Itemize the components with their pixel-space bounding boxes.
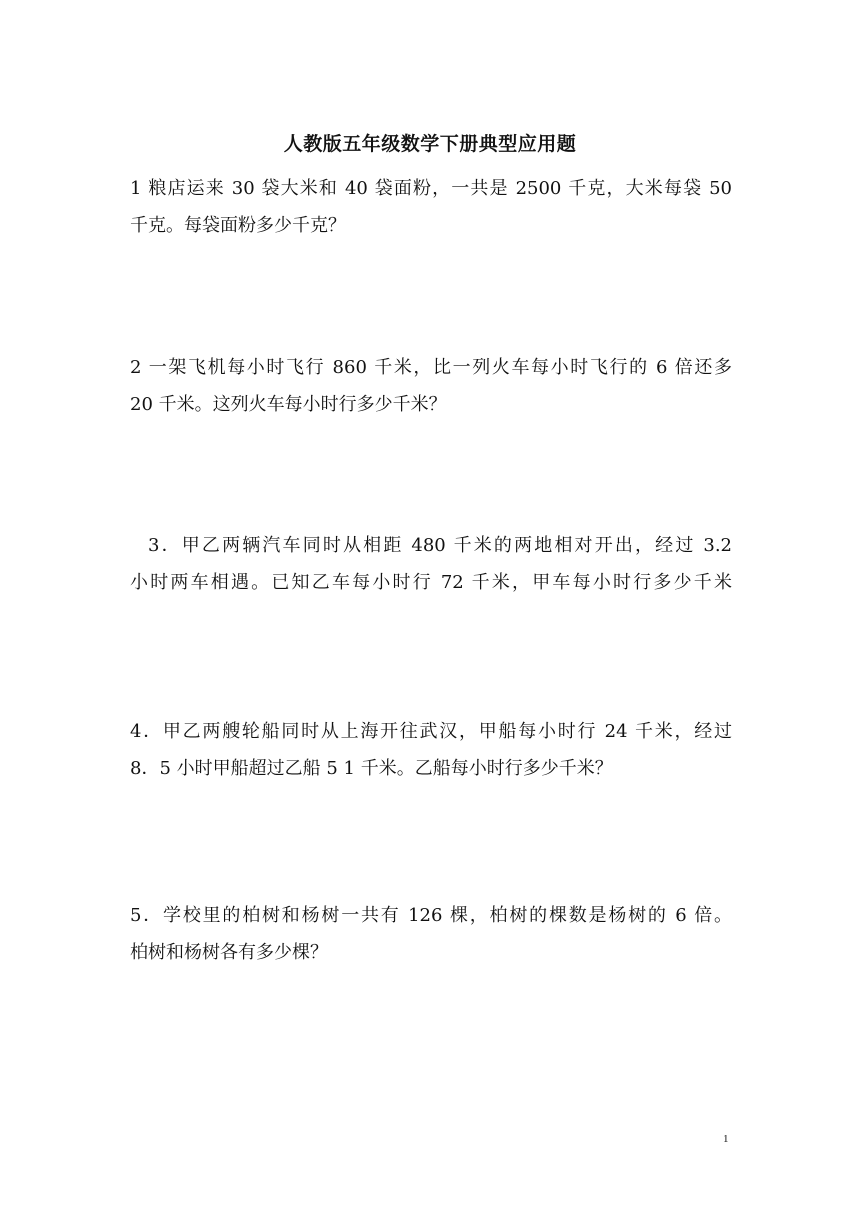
problem-1 — [130, 170, 732, 244]
problem-1-line-2: 千克。每袋面粉多少千克？ — [130, 215, 346, 236]
problem-4-line-1: 4．甲乙两艘轮船同时从上海开往武汉，甲船每小时行 24 千米，经过 — [130, 721, 732, 742]
problem-5 — [130, 897, 732, 971]
problem-2-line-1: 2 一架飞机每小时飞行 860 千米，比一列火车每小时飞行的 6 倍还多 — [130, 357, 732, 378]
problem-2 — [130, 349, 732, 423]
problem-4 — [130, 713, 732, 787]
page-number: 1 — [723, 1133, 729, 1145]
problem-1-line-1: 1 粮店运来 30 袋大米和 40 袋面粉，一共是 2500 千克，大米每袋 50 — [130, 178, 732, 199]
problem-5-line-1: 5．学校里的柏树和杨树一共有 126 棵，柏树的棵数是杨树的 6 倍。 — [130, 905, 732, 926]
problem-4-line-2: 8．5 小时甲船超过乙船 5 1 千米。乙船每小时行多少千米？ — [130, 758, 613, 779]
problem-3-line-2: 小时两车相遇。已知乙车每小时行 72 千米，甲车每小时行多少千米 — [130, 572, 732, 593]
document-title: 人教版五年级数学下册典型应用题 — [283, 133, 577, 155]
problem-5-line-2: 柏树和杨树各有多少棵？ — [130, 942, 328, 963]
problem-3-line-1: 3．甲乙两辆汽车同时从相距 480 千米的两地相对开出，经过 3.2 — [148, 535, 732, 556]
problem-3 — [130, 527, 732, 601]
problem-2-line-2: 20 千米。这列火车每小时行多少千米？ — [130, 394, 447, 415]
